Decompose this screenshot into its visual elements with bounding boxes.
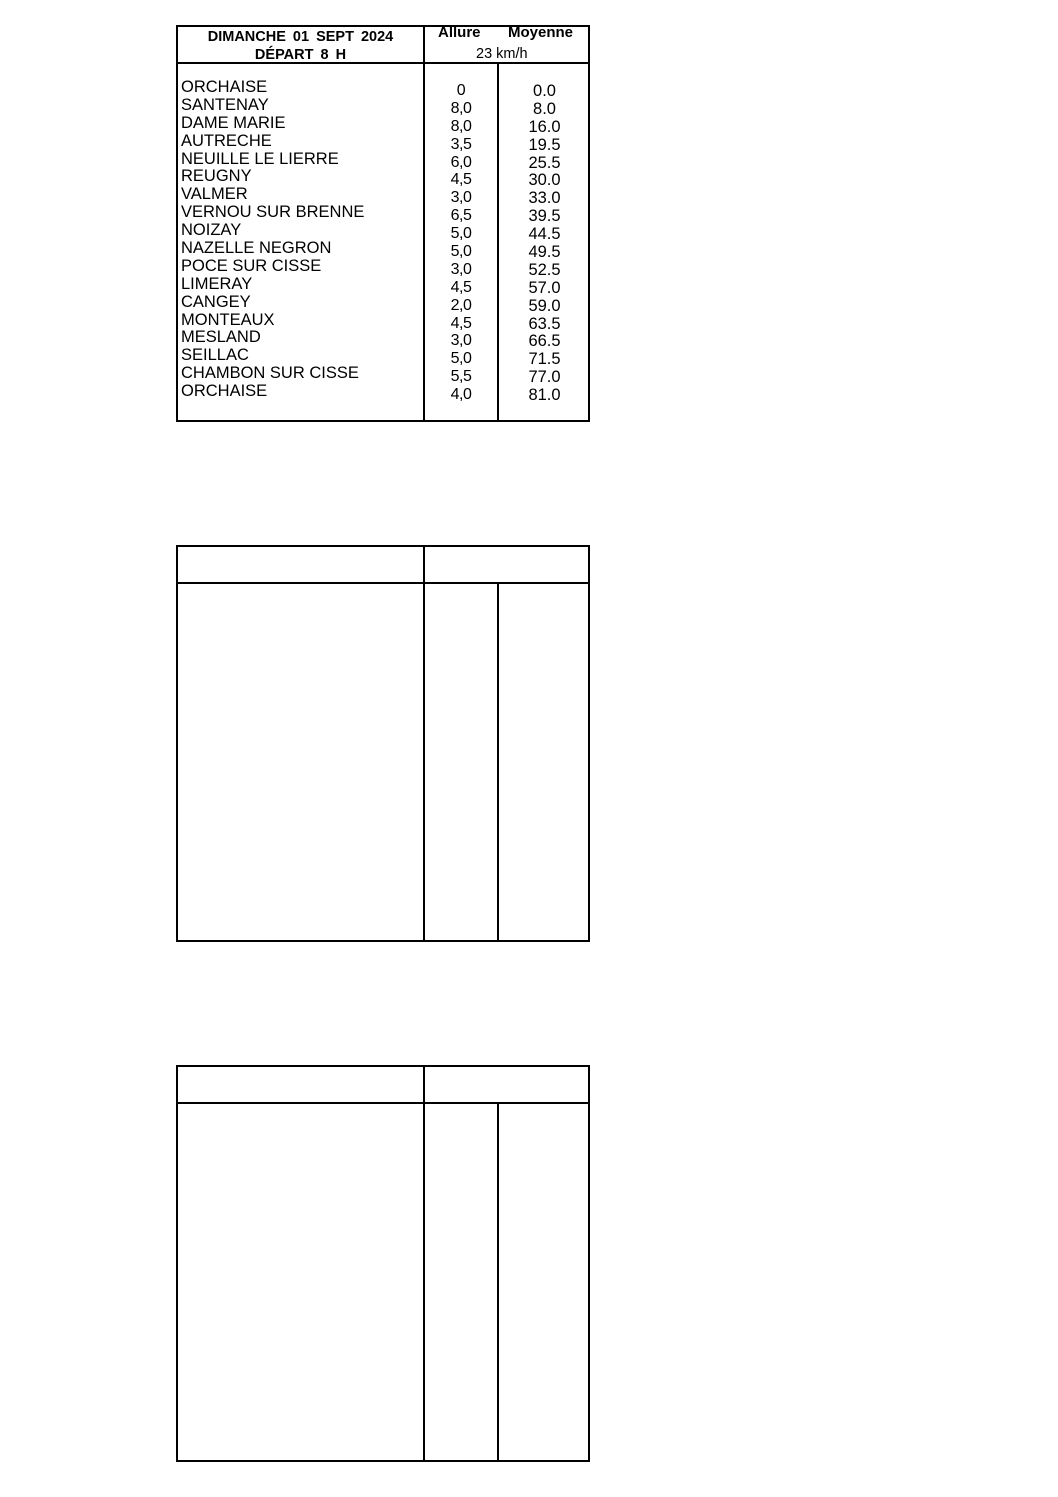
stage-name: POCE SUR CISSE [181, 256, 322, 275]
title-date: DIMANCHE 01 SEPT 2024 [207, 29, 394, 45]
moyenne-value: 59.0 [528, 296, 561, 315]
moyenne-header: Moyenne [508, 24, 574, 41]
allure-value: 3,0 [450, 260, 472, 278]
moyenne-value: 0.0 [533, 82, 556, 100]
moyenne-value: 44.5 [528, 225, 561, 244]
stage-name: REUGNY [181, 167, 252, 186]
allure-value: 4,5 [450, 278, 472, 296]
moyenne-value: 49.5 [528, 243, 561, 262]
stage-name: MONTEAUX [181, 310, 275, 329]
stage-name: VALMER [181, 185, 248, 204]
stage-name: NAZELLE NEGRON [181, 239, 332, 258]
allure-value: 8,0 [450, 117, 472, 135]
column-divider-allure [423, 547, 425, 940]
stage-name: ORCHAISE [181, 382, 268, 401]
moyenne-value: 16.0 [528, 117, 561, 136]
allure-value: 6,0 [450, 153, 472, 171]
stage-name: CANGEY [181, 292, 251, 311]
column-divider-moyenne [497, 1102, 499, 1460]
moyenne-value: 25.5 [528, 153, 561, 172]
allure-value: 2,0 [450, 296, 472, 314]
stage-name: ORCHAISE [181, 78, 268, 96]
moyenne-value: 77.0 [528, 368, 561, 387]
title-departure: DÉPART 8 H [254, 47, 347, 63]
moyenne-value: 39.5 [528, 207, 561, 226]
allure-value: 4,5 [450, 171, 472, 189]
stage-name: VERNOU SUR BRENNE [181, 203, 365, 222]
moyenne-value: 71.5 [528, 350, 561, 369]
moyenne-value: 8.0 [533, 99, 556, 118]
moyenne-column [499, 83, 590, 405]
allure-value: 0 [456, 82, 466, 99]
stage-name: SEILLAC [181, 346, 249, 365]
stage-name: NOIZAY [181, 221, 242, 240]
column-divider-moyenne [497, 582, 499, 940]
stage-name: AUTRECHE [181, 131, 272, 150]
stage-name: CHAMBON SUR CISSE [181, 364, 359, 383]
header-divider [178, 582, 588, 584]
allure-value: 6,5 [450, 207, 472, 225]
moyenne-value: 63.5 [528, 314, 561, 333]
allure-column [425, 82, 497, 404]
allure-value: 4,5 [450, 314, 472, 332]
blank-itinerary-table [176, 545, 590, 942]
allure-value: 4,0 [450, 386, 472, 404]
moyenne-value: 57.0 [528, 278, 561, 297]
allure-value: 3,0 [450, 332, 472, 350]
allure-value: 3,0 [450, 189, 472, 207]
header-divider [178, 1102, 588, 1104]
allure-header: Allure [438, 24, 481, 41]
allure-value: 5,0 [450, 350, 472, 368]
stage-name: DAME MARIE [181, 113, 286, 132]
moyenne-value: 66.5 [528, 332, 561, 351]
allure-value: 3,5 [450, 135, 472, 153]
stage-name: MESLAND [181, 328, 261, 347]
stage-name: NEUILLE LE LIERRE [181, 149, 339, 168]
allure-value: 8,0 [450, 99, 472, 117]
blank-itinerary-table [176, 1065, 590, 1462]
stage-name: LIMERAY [181, 274, 253, 293]
stage-name: SANTENAY [181, 95, 269, 114]
allure-value: 5,0 [450, 243, 472, 261]
moyenne-value: 30.0 [528, 171, 561, 190]
moyenne-value: 52.5 [528, 260, 561, 279]
moyenne-value: 81.0 [528, 386, 561, 405]
stage-list [181, 79, 421, 401]
moyenne-value: 19.5 [528, 135, 561, 154]
table-title [178, 28, 423, 64]
speed-label: 23 km/h [476, 46, 528, 62]
itinerary-table [176, 25, 590, 422]
moyenne-value: 33.0 [528, 189, 561, 208]
column-divider-allure [423, 1067, 425, 1460]
allure-value: 5,0 [450, 225, 472, 243]
allure-value: 5,5 [450, 368, 472, 386]
